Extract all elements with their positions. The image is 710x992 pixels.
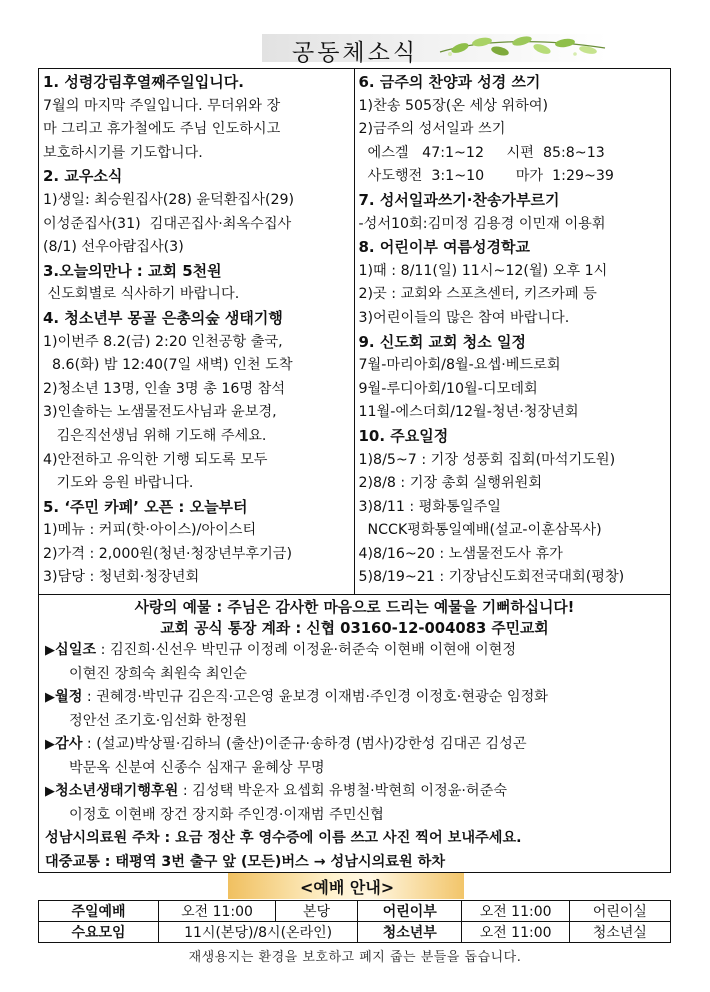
table-cell: 청소년부 xyxy=(358,922,462,943)
leaf-sprig-icon xyxy=(430,30,608,64)
table-cell: 청소년실 xyxy=(569,922,670,943)
table-cell: 오전 11:00 xyxy=(159,901,276,922)
footer-note: 재생용지는 환경을 보호하고 폐지 줍는 분들을 돕습니다. xyxy=(188,950,522,965)
offering-message: 사랑의 예물 : 주님은 감사한 마음으로 드리는 예물을 기뻐하십니다! xyxy=(134,599,575,616)
section-line: (8/1) 선우아람집사(3) xyxy=(43,239,184,256)
triangle-bullet-icon: ▶ xyxy=(45,690,55,705)
section-line: 4)8/16~20 : 노샘물전도사 휴가 xyxy=(358,545,563,562)
section-title: 8. 어린이부 여름성경학교 xyxy=(358,238,530,257)
table-cell: 본당 xyxy=(275,901,357,922)
triangle-bullet-icon: ▶ xyxy=(45,643,55,658)
section-title: 4. 청소년부 몽골 은총의숲 생태기행 xyxy=(43,308,283,327)
section-line: 1)메뉴 : 커피(핫·아이스)/아이스티 xyxy=(43,522,257,539)
section-line: 3)8/11 : 평화통일주일 xyxy=(358,498,501,515)
section-line: 마 그리고 휴가철에도 주님 인도하시고 xyxy=(43,121,281,138)
section-line: 7월의 마지막 주일입니다. 무더위와 장 xyxy=(43,97,281,114)
offering-line xyxy=(45,639,664,663)
section-line: 11월-에스더회/12월-청년·청장년회 xyxy=(358,404,579,421)
table-cell: 11시(본당)/8시(온라인) xyxy=(159,922,358,943)
section-line: 5)8/19~21 : 기장남신도회전국대회(평창) xyxy=(358,569,625,586)
transit-notice: 대중교통 : 태평역 3번 출구 앞 (모든)버스 → 성남시의료원 하차 xyxy=(45,853,446,870)
section-line: 2)청소년 13명, 인솔 3명 총 16명 참석 xyxy=(43,380,286,397)
table-cell: 어린이부 xyxy=(358,901,462,922)
section-line: 1)8/5~7 : 기장 성풍회 집회(마석기도원) xyxy=(358,451,616,468)
section-line: 1)생일: 최승원집사(28) 윤덕환집사(29) xyxy=(43,191,295,208)
section-title: 10. 주요일정 xyxy=(358,426,449,445)
section-line: 김은직선생님 위해 기도해 주세요. xyxy=(43,427,267,444)
section-line: 2)곳 : 교회와 스포츠센터, 키즈카페 등 xyxy=(358,286,597,303)
section-line: 3)담당 : 청년회·청장년회 xyxy=(43,569,200,586)
offering-names: 김진희·신선우 박민규 이정례 이정윤·허준숙 이현배 이현애 이현정 xyxy=(109,642,517,658)
offering-line xyxy=(45,780,664,804)
offering-label: 십일조 xyxy=(55,642,97,658)
section-line: 2)금주의 성서일과 쓰기 xyxy=(358,121,506,138)
offering-separator: : xyxy=(82,689,97,705)
news-grid xyxy=(38,68,671,595)
section-title: 9. 신도회 교회 청소 일정 xyxy=(358,332,526,351)
table-cell: 주일예배 xyxy=(39,901,159,922)
section-line: NCCK평화통일예배(설교-이훈삼목사) xyxy=(358,522,602,539)
section-line: 신도회별로 식사하기 바랍니다. xyxy=(43,286,240,303)
table-row xyxy=(39,901,671,922)
parking-notice: 성남시의료원 주차 : 요금 정산 후 영수증에 이름 쓰고 사진 찍어 보내주세요. xyxy=(45,830,522,846)
section-title: 7. 성서일과쓰기·찬송가부르기 xyxy=(358,190,560,209)
offering-line: 정안선 조기호·임선화 한정원 xyxy=(69,712,247,729)
offering-label: 감사 xyxy=(55,736,83,752)
offering-names: 김성택 박운자 요셉회 유병철·박현희 이정윤·허준숙 xyxy=(192,783,508,799)
service-table xyxy=(38,900,671,943)
section-line: -성서10회:김미정 김용경 이민재 이용휘 xyxy=(358,215,606,232)
section-title: 6. 금주의 찬양과 성경 쓰기 xyxy=(358,73,541,91)
section-title: 3.오늘의만나 : 교회 5천원 xyxy=(43,261,222,280)
section-line: 9월-루디아회/10월-디모데회 xyxy=(358,380,538,397)
section-line: 3)어린이들의 많은 참여 바랍니다. xyxy=(358,309,570,326)
table-cell: 어린이실 xyxy=(569,901,670,922)
section-title: 5. ‘주민 카페’ 오픈 : 오늘부터 xyxy=(43,497,248,516)
section-line: 기도와 응원 바랍니다. xyxy=(43,475,194,492)
table-cell: 오전 11:00 xyxy=(462,922,569,943)
page-title: 공동체소식 xyxy=(292,40,419,66)
right-column xyxy=(355,69,671,594)
table-row xyxy=(39,922,671,943)
section-line: 7월-마리아회/8월-요셉·베드로회 xyxy=(358,357,561,374)
section-line: 에스겔 47:1~12 시편 85:8~13 xyxy=(358,144,605,161)
section-line: 보호하시기를 기도합니다. xyxy=(43,144,203,161)
offering-label: 청소년생태기행후원 xyxy=(55,783,179,799)
offering-line xyxy=(45,686,664,710)
section-title: 1. 성령강림후열째주일입니다. xyxy=(43,73,244,91)
section-title: 2. 교우소식 xyxy=(43,167,123,186)
section-line: 2)8/8 : 기장 총회 실행위원회 xyxy=(358,475,543,492)
offering-separator: : xyxy=(96,642,110,658)
offering-line: 박문옥 신분여 신종수 심재구 윤혜상 무명 xyxy=(69,759,325,776)
offering-separator: : xyxy=(178,783,193,799)
section-line: 8.6(화) 밤 12:40(7일 새벽) 인천 도착 xyxy=(43,357,293,374)
offering-line: 이정호 이현배 장건 장지화 주인경·이재범 주민신협 xyxy=(69,806,384,823)
offering-separator: : xyxy=(82,736,97,752)
offering-names: (설교)박상필·김하늬 (출산)이준규·송하경 (범사)강한성 김대곤 김성곤 xyxy=(96,736,527,752)
offering-line xyxy=(45,733,664,757)
table-cell: 수요모임 xyxy=(39,922,159,943)
section-line: 2)가격 : 2,000원(청년·청장년부후기금) xyxy=(43,545,293,562)
section-line: 3)인솔하는 노샘물전도사님과 윤보경, xyxy=(43,404,277,421)
section-line: 1)찬송 505장(온 세상 위하여) xyxy=(358,97,549,114)
section-line: 이성준집사(31) 김대곤집사·최옥수집사 xyxy=(43,215,292,232)
section-line: 1)때 : 8/11(일) 11시~12(월) 오후 1시 xyxy=(358,262,608,279)
table-cell: 오전 11:00 xyxy=(462,901,569,922)
offering-names: 권혜경·박민규 김은직·고은영 윤보경 이재범·주인경 이정호·현광순 임정화 xyxy=(96,689,548,705)
left-column xyxy=(39,69,355,594)
offering-line: 이현진 장희숙 최원숙 최인순 xyxy=(69,665,247,682)
offering-groups xyxy=(45,639,664,827)
triangle-bullet-icon: ▶ xyxy=(45,737,55,752)
section-line: 사도행전 3:1~10 마가 1:29~39 xyxy=(358,168,614,185)
offering-label: 월정 xyxy=(55,689,83,705)
section-line: 1)이번주 8.2(금) 2:20 인천공항 출국, xyxy=(43,333,283,350)
triangle-bullet-icon: ▶ xyxy=(45,784,55,799)
offerings-box xyxy=(38,594,671,873)
section-line: 4)안전하고 유익한 기행 되도록 모두 xyxy=(43,451,268,468)
bank-account: 교회 공식 통장 계좌 : 신협 03160-12-004083 주민교회 xyxy=(160,620,549,637)
service-title: <예배 안내> xyxy=(300,878,395,897)
